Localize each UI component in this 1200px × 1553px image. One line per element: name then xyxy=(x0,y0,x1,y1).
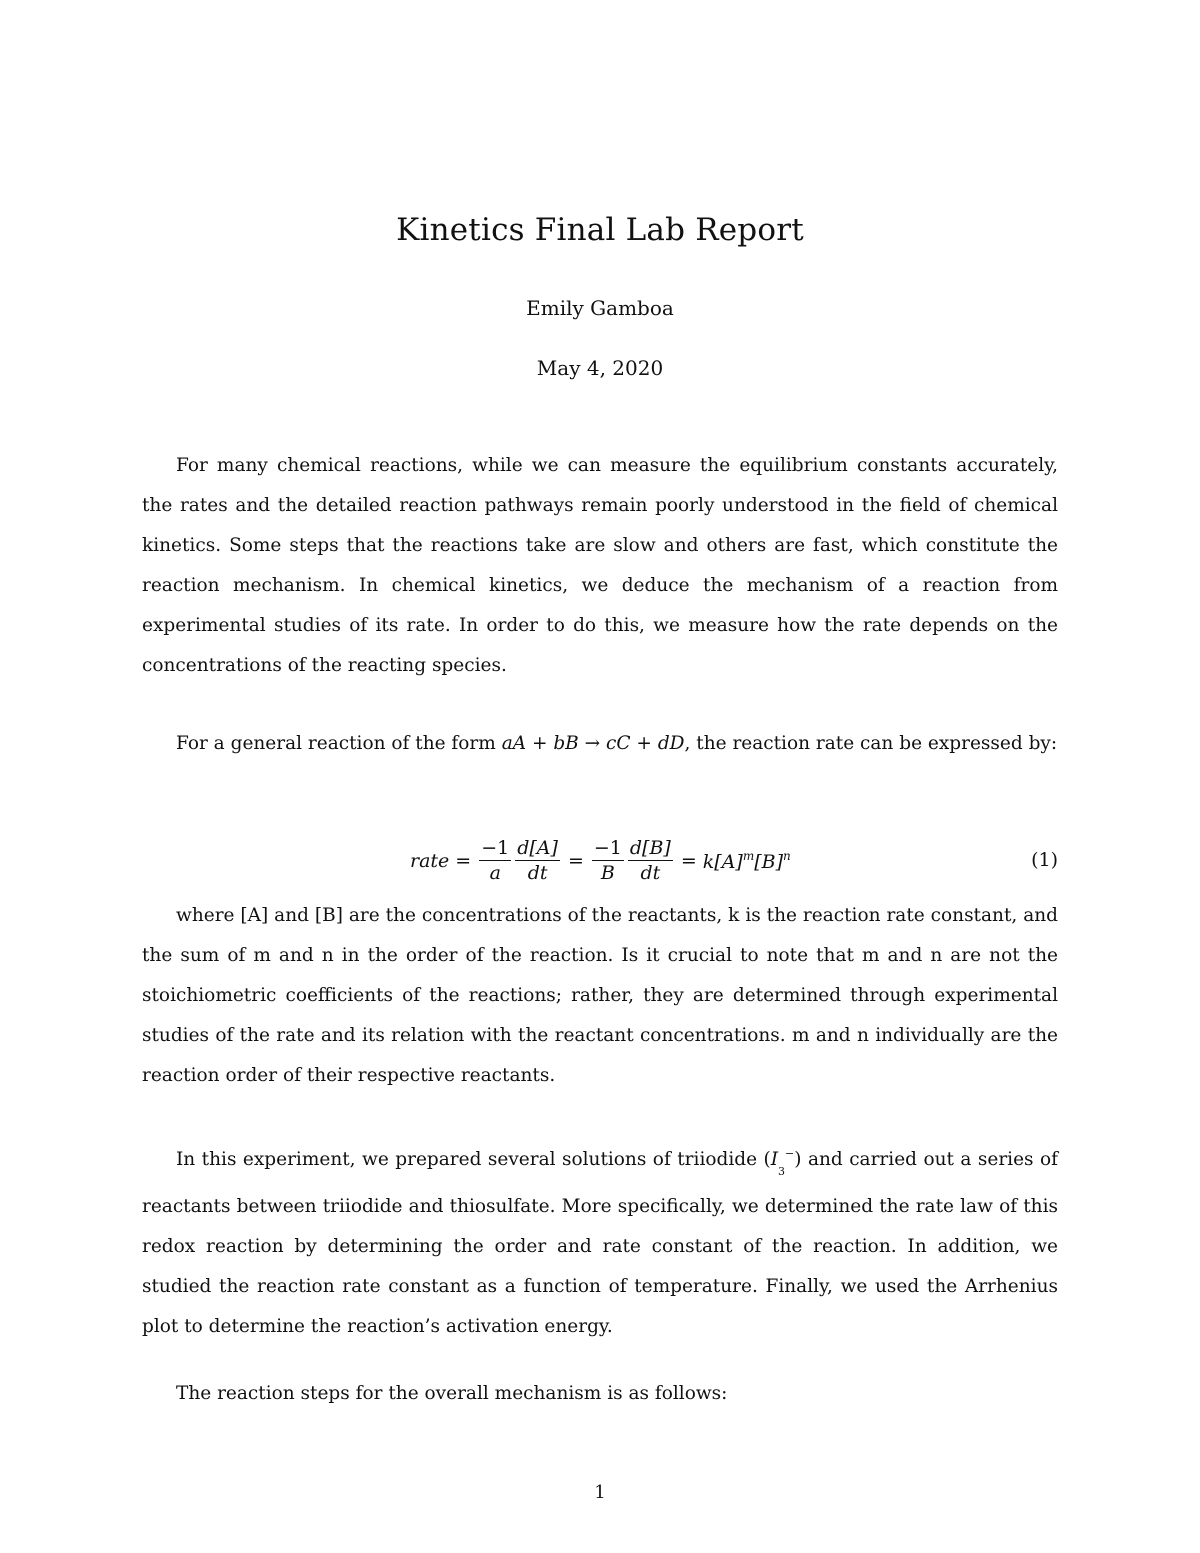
paragraph-intro xyxy=(142,446,1058,686)
general-reaction-math: aA + bB → cC + dD xyxy=(501,733,685,754)
document-date: May 4, 2020 xyxy=(536,356,664,380)
paragraph-general-reaction-before: For a general reaction of the form xyxy=(176,733,502,754)
page-number: 1 xyxy=(594,1482,606,1503)
fraction-denominator: B xyxy=(600,862,615,884)
fraction-neg1-over-a xyxy=(479,838,511,884)
fraction-numerator: d[B] xyxy=(629,837,671,860)
equation-number: (1) xyxy=(1031,849,1058,871)
triiodide-symbol xyxy=(770,1147,795,1178)
fraction-dA-dt xyxy=(515,838,560,884)
equation-rhs xyxy=(703,849,791,873)
rhs-exponent-n: n xyxy=(783,849,791,863)
paragraph-experiment xyxy=(142,1134,1058,1347)
paragraph-rate-explanation-text: where [A] and [B] are the concentrations of the reactants, k is the reaction rate constant, and the sum of m and n in the order of the reaction. Is it crucial to note that m and n are not the stoichiometric coefficients of the reactions; rather, they are determined through experimental studies of the rate and its relation with the reactant concentrations. m and n individually are the reaction order of their respective reactants. xyxy=(142,905,1058,1086)
paragraph-rate-explanation xyxy=(142,896,1058,1096)
equation-equals-2: = xyxy=(567,850,584,872)
fraction-numerator: −1 xyxy=(481,837,510,860)
document-author: Emily Gamboa xyxy=(526,296,674,320)
rhs-exponent-m: m xyxy=(742,849,755,863)
fraction-denominator: dt xyxy=(640,862,661,884)
fraction-denominator: a xyxy=(489,862,501,884)
fraction-numerator: −1 xyxy=(593,837,622,860)
paragraph-intro-text: For many chemical reactions, while we can measure the equilibrium constants accurately, the rates and the detailed reaction pathways remain poorly understood in the field of chemical kinetics. Some steps that the reactions take are slow and others are fast, which constitute the reaction mechanism. In chemical kinetics, we deduce the mechanism of a reaction from experimental studies of its rate. In order to do this, we measure how the rate depends on the concentrations of the reacting species. xyxy=(142,455,1058,676)
rate-equation-body xyxy=(410,832,791,890)
fraction-denominator: dt xyxy=(527,862,548,884)
rhs-B: [B] xyxy=(754,851,784,873)
ion-base: I xyxy=(770,1149,779,1170)
equation-equals-1: = xyxy=(455,850,472,872)
document-title: Kinetics Final Lab Report xyxy=(396,212,804,248)
paragraph-mechanism-intro xyxy=(142,1374,1058,1414)
equation-lhs: rate xyxy=(410,850,450,872)
fraction-neg1-over-B xyxy=(592,838,624,884)
paragraph-general-reaction-after: , the reaction rate can be expressed by: xyxy=(684,733,1058,754)
rate-equation xyxy=(142,832,1058,892)
paragraph-general-reaction xyxy=(142,724,1058,764)
fraction-numerator: d[A] xyxy=(517,837,558,860)
ion-subscript: 3 xyxy=(778,1164,786,1178)
paragraph-experiment-before: In this experiment, we prepared several solutions of triiodide ( xyxy=(176,1149,771,1170)
ion-superscript: − xyxy=(785,1147,795,1160)
fraction-dB-dt xyxy=(628,838,673,884)
paragraph-experiment-after: ) and carried out a series of reactants between triiodide and thiosulfate. More specifically, we determined the rate law of this redox reaction by determining the order and rate constant of the reaction. In addition, we studied the reaction rate constant as a function of temperature. Finally, we used the Arrhenius plot to determine the reaction’s activation energy. xyxy=(142,1149,1058,1337)
rhs-k-A: k[A] xyxy=(702,851,743,873)
paragraph-mechanism-intro-text: The reaction steps for the overall mechanism is as follows: xyxy=(176,1383,728,1404)
equation-equals-3: = xyxy=(680,850,697,872)
